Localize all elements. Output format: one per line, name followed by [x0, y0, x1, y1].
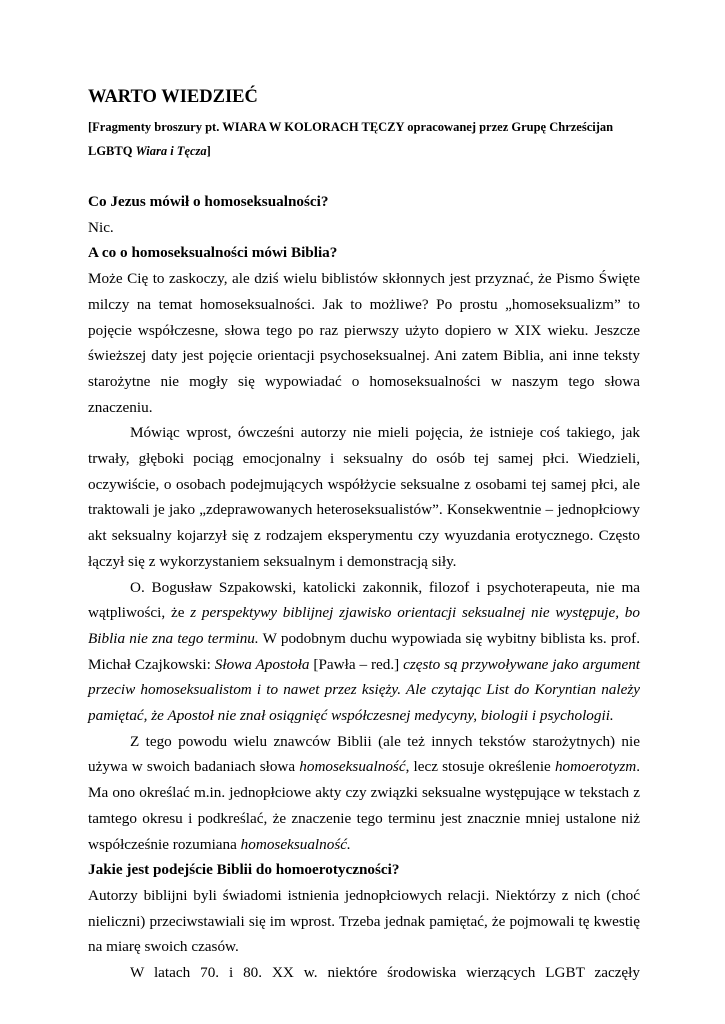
- spacer: [88, 163, 640, 189]
- paragraph-4-term-b: homoerotyzm: [554, 758, 637, 776]
- paragraph-4-term-a: homoseksualność: [299, 758, 406, 776]
- document-title: WARTO WIEDZIEĆ: [88, 87, 258, 107]
- paragraph-3-editor-note: [Pawła – red.]: [309, 655, 404, 673]
- article-text: [88, 189, 640, 986]
- paragraph-3-text-b: W podobnym duchu wypowiada się wybitny biblista ks. prof. Michał Czajkowski:: [88, 629, 641, 673]
- paragraph-3-quote-a: z perspektywy biblijnej zjawisko orientacji seksualnej nie występuje, bo Biblia nie zna tego terminu.: [88, 604, 640, 647]
- paragraph-1: Może Cię to zaskoczy, ale dziś wielu biblistów skłonnych jest przyznać, że Pismo Święte milczy na temat homoseksualności. Jak to możliwe? Po prostu „homoseksualizm” to pojęcie współczesne, słowa tego po raz pierwszy użyto dopiero w XIX wieku. Jeszcze świeższej daty jest pojęcie orientacji psychoseksualnej. Ani zatem Biblia, ani inne teksty starożytne nie mogły się wypowiadać o homoseksualności w naszym tego słowa znaczeniu.: [88, 270, 640, 416]
- document-subtitle: [88, 115, 640, 163]
- subtitle-group-name: Wiara i Tęcza: [135, 144, 207, 158]
- paragraph-3: [88, 575, 640, 729]
- paragraph-2: Mówiąc wprost, ówcześni autorzy nie mieli pojęcia, że istnieje coś takiego, jak trwały, głęboki pociąg emocjonalny i seksualny do osób tej samej płci. Wiedzieli, oczywiście, o osobach podejmujących współżycie seksualne z osobami tej samej płci, ale traktowali je jako „zdeprawowanych heteroseksualistów”. Konsekwentnie – jednopłciowy akt seksualny kojarzył się z rodzajem eksperymentu czy wyuzdania erotycznego. Często łączył się z wykorzystaniem seksualnym i demonstracją siły.: [88, 424, 640, 570]
- paragraph-3-text-a: O. Bogusław Szpakowski, katolicki zakonnik, filozof i psychoterapeuta, nie ma wątpliwości, że: [88, 578, 640, 622]
- subtitle-closing: ]: [206, 144, 211, 158]
- paragraph-6: W latach 70. i 80. XX w. niektóre środowiska wierzących LGBT zaczęły: [130, 964, 640, 982]
- answer-1: Nic.: [88, 218, 114, 236]
- paragraph-4-text-c: . Ma ono określać m.in. jednopłciowe akty czy związki seksualne występujące w tekstach z tamtego okresu i podkreślać, że znaczenie tego terminu jest znacznie mniej ustalone niż współcześnie rozumiana: [88, 758, 641, 853]
- paragraph-4: [88, 729, 640, 858]
- paragraph-4-text-b: , lecz stosuje określenie: [405, 758, 555, 776]
- paragraph-3-quote-c: często są przywoływane jako argument przeciw homoseksualistom i to nawet przez księży. Ale czytając List do Koryntian należy pamiętać, że Apostoł nie znał osiągnięć współczesnej medycyny, biologii i psychologii.: [88, 655, 641, 725]
- document-body: [88, 84, 640, 986]
- paragraph-3-quote-b: Słowa Apostoła: [214, 655, 310, 673]
- question-heading-1: Co Jezus mówił o homoseksualności?: [88, 193, 329, 210]
- question-heading-2: A co o homoseksualności mówi Biblia?: [88, 244, 338, 262]
- subtitle-text: [Fragmenty broszury pt. WIARA W KOLORACH TĘCZY opracowanej przez Grupę Chrześcijan LGBTQ: [88, 120, 614, 158]
- paragraph-4-term-c: homoseksualność.: [240, 835, 351, 853]
- paragraph-5: Autorzy biblijni byli świadomi istnienia jednopłciowych relacji. Niektórzy z nich (choć nieliczni) przeciwstawiali się im wprost. Trzeba jednak pamiętać, że pojmowali tę kwestię na miarę swoich czasów.: [88, 886, 640, 956]
- paragraph-4-text-a: Z tego powodu wielu znawców Biblii (ale też innych tekstów starożytnych) nie używa w swoich badaniach słowa: [88, 732, 640, 776]
- question-heading-3: Jakie jest podejście Biblii do homoerotyczności?: [88, 861, 400, 879]
